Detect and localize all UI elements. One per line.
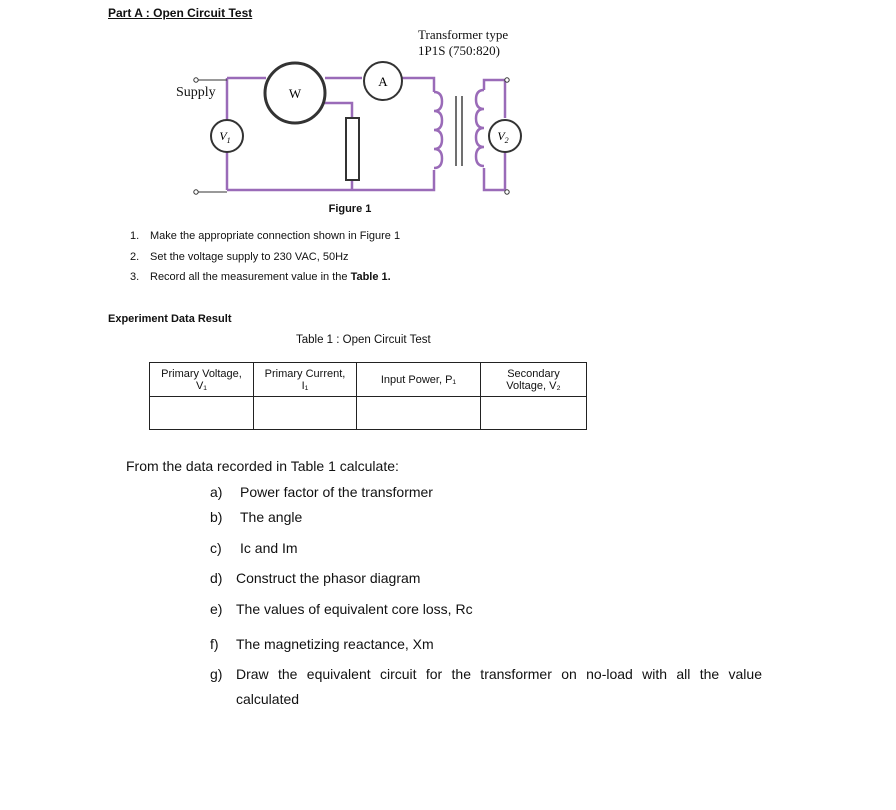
list-item: 2. Set the voltage supply to 230 VAC, 50Hz <box>130 250 349 263</box>
ammeter-label: A <box>378 74 388 89</box>
list-item: 3. Record all the measurement value in the Table 1. <box>130 271 391 283</box>
part-title: Part A : Open Circuit Test <box>108 6 253 20</box>
cell-secondary-voltage[interactable] <box>481 397 587 430</box>
transformer-symbol <box>434 90 484 168</box>
cell-primary-current[interactable] <box>254 397 357 430</box>
list-item: 1. Make the appropriate connection shown in Figure 1 <box>130 230 401 242</box>
list-item: a) Power factor of the transformer <box>210 484 433 500</box>
experiment-heading: Experiment Data Result <box>108 313 232 325</box>
resistor-symbol <box>346 118 359 180</box>
list-item-continued: calculated <box>236 691 300 707</box>
calc-intro: From the data recorded in Table 1 calculate: <box>126 458 399 474</box>
list-item: c) Ic and Im <box>210 540 298 556</box>
voltmeter2-label: $V_2$ <box>497 129 509 145</box>
wattmeter-label: W <box>288 86 302 101</box>
list-item: d) Construct the phasor diagram <box>210 570 421 586</box>
col-input-power: Input Power, P₁ <box>357 363 481 397</box>
col-primary-voltage: Primary Voltage, V₁ <box>150 363 254 397</box>
table-row <box>150 397 587 430</box>
table-caption: Table 1 : Open Circuit Test <box>296 334 431 346</box>
figure-caption: Figure 1 <box>328 203 372 215</box>
transformer-rating-label: 1P1S (750:820) <box>418 43 500 58</box>
open-circuit-table <box>149 362 587 430</box>
cell-input-power[interactable] <box>357 397 481 430</box>
list-item: b) The angle <box>210 509 303 525</box>
voltmeter1-label: $V_1$ <box>219 129 231 145</box>
procedure-steps <box>130 230 400 292</box>
col-primary-current: Primary Current, I₁ <box>254 363 357 397</box>
list-item: f) The magnetizing reactance, Xm <box>210 636 434 652</box>
table-header-row <box>150 363 587 397</box>
list-item: e) The values of equivalent core loss, Rc <box>210 601 473 617</box>
list-item: g) Draw the equivalent circuit for the transformer on no-load with all the value <box>210 666 762 682</box>
cell-primary-voltage[interactable] <box>150 397 254 430</box>
col-secondary-voltage: Secondary Voltage, V₂ <box>481 363 587 397</box>
transformer-type-label: Transformer type <box>418 27 509 42</box>
supply-label: Supply <box>176 85 216 100</box>
